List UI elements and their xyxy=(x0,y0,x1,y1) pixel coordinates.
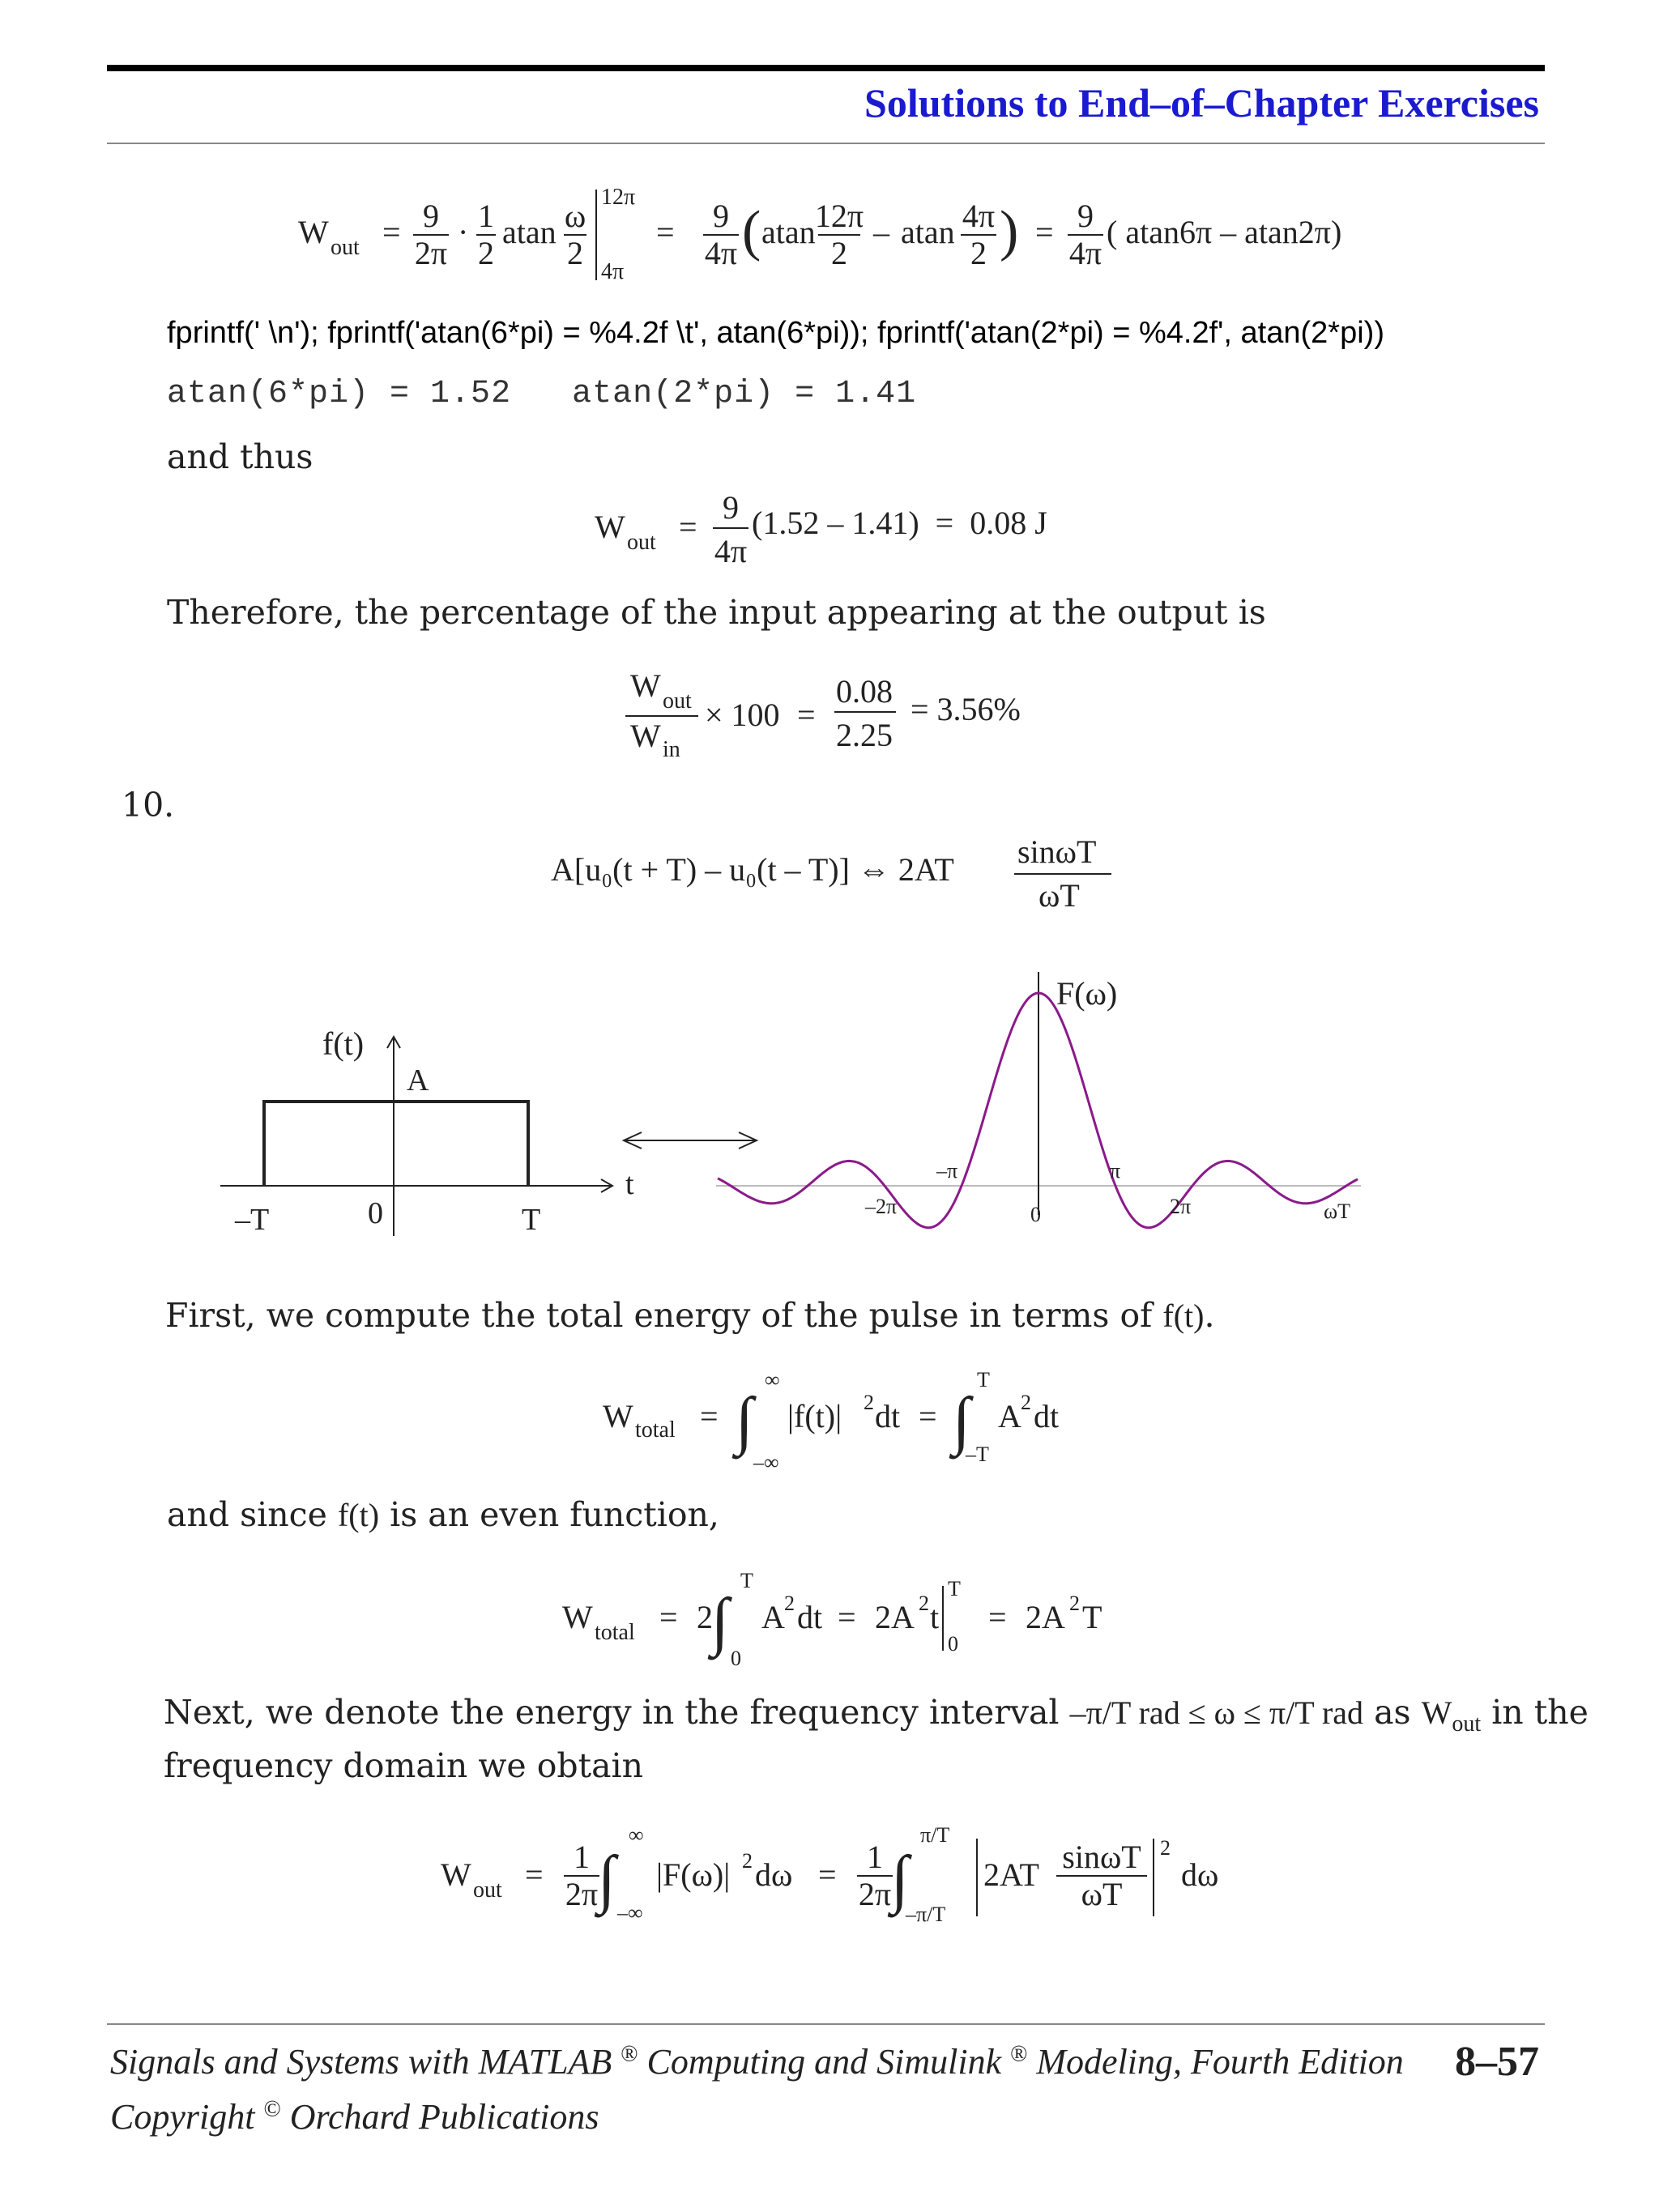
svg-text:dω: dω xyxy=(755,1856,793,1893)
footer-rule xyxy=(107,2023,1545,2025)
svg-text:=: = xyxy=(1035,214,1054,250)
text-next-b2: in the xyxy=(1491,1693,1589,1732)
svg-text:2A: 2A xyxy=(1026,1599,1065,1635)
transform-sinc-num: sinωT xyxy=(1017,833,1097,870)
spectrum-tick-2pi: 2π xyxy=(1170,1195,1192,1218)
text-first xyxy=(165,1296,1215,1335)
svg-text:2: 2 xyxy=(1021,1391,1031,1414)
svg-text:=: = xyxy=(659,1599,678,1635)
svg-text:∞: ∞ xyxy=(765,1368,780,1392)
svg-text:atan: atan xyxy=(502,214,557,250)
svg-text:T: T xyxy=(948,1577,961,1600)
svg-text:2: 2 xyxy=(970,235,987,271)
svg-text:=: = xyxy=(838,1599,856,1635)
svg-text:=: = xyxy=(797,697,816,733)
pulse-plot xyxy=(220,1025,634,1237)
svg-text:2: 2 xyxy=(1069,1592,1080,1615)
spectrum-tick-pi: π xyxy=(1110,1159,1121,1183)
text-next-interval: –π/T rad ≤ ω ≤ π/T rad xyxy=(1069,1694,1364,1731)
footer-copyright xyxy=(110,2096,599,2137)
svg-text:|F(ω)|: |F(ω)| xyxy=(656,1856,731,1893)
transform-sinc-den: ωT xyxy=(1038,877,1080,914)
text-first-ft: f(t) xyxy=(1162,1298,1205,1334)
svg-text:4π: 4π xyxy=(962,198,996,234)
text-next-line1 xyxy=(164,1693,1589,1737)
text-since-b: is an even function, xyxy=(390,1495,719,1534)
svg-text:dt: dt xyxy=(1034,1398,1060,1434)
page-number: 8–57 xyxy=(1455,2039,1539,2085)
svg-text:T: T xyxy=(740,1569,753,1592)
text-next-a: Next, we denote the energy in the frequency interval xyxy=(164,1693,1060,1732)
svg-text:0: 0 xyxy=(731,1647,741,1670)
footer-copy-sym: © xyxy=(263,2096,281,2122)
percent-numerator: 0.08 xyxy=(836,673,893,710)
percent-result: = 3.56% xyxy=(911,691,1021,727)
page-header-title: Solutions to End–of–Chapter Exercises xyxy=(864,80,1539,126)
svg-text:2: 2 xyxy=(567,235,583,271)
svg-text:out: out xyxy=(663,688,692,714)
pulse-label-t: t xyxy=(625,1167,634,1201)
svg-text:( atan6π – atan2π): ( atan6π – atan2π) xyxy=(1107,214,1342,250)
pulse-label-zero: 0 xyxy=(368,1196,383,1230)
svg-text:2π: 2π xyxy=(565,1876,599,1912)
svg-text:9: 9 xyxy=(423,198,439,234)
spectrum-tick-negpi: –π xyxy=(936,1159,958,1183)
svg-text:out: out xyxy=(627,530,656,555)
svg-text:dt: dt xyxy=(875,1398,901,1434)
svg-text:9: 9 xyxy=(1077,198,1094,234)
svg-text:): ) xyxy=(1000,200,1019,262)
svg-text:2: 2 xyxy=(478,235,494,271)
problem-number: 10. xyxy=(122,786,175,825)
text-next-b: as xyxy=(1374,1693,1411,1732)
text-and-thus: and thus xyxy=(167,437,313,476)
percent-denominator: 2.25 xyxy=(836,717,893,753)
svg-text:2: 2 xyxy=(1160,1836,1171,1860)
svg-text:dω: dω xyxy=(1181,1856,1219,1893)
svg-text:ωT: ωT xyxy=(1081,1876,1123,1912)
spectrum-tick-zero: 0 xyxy=(1030,1203,1041,1226)
svg-text:2: 2 xyxy=(784,1592,795,1615)
svg-text:W: W xyxy=(441,1856,471,1893)
equation-wout-frequency xyxy=(437,1814,1264,1936)
svg-text:A: A xyxy=(761,1599,785,1635)
svg-text:–π/T: –π/T xyxy=(906,1903,946,1926)
equation-wout-atan xyxy=(292,180,1426,293)
svg-text:4π: 4π xyxy=(704,235,738,271)
svg-text:1: 1 xyxy=(574,1839,590,1875)
svg-text:2: 2 xyxy=(864,1391,874,1414)
footer-book-c: Modeling, Fourth Edition xyxy=(1036,2042,1404,2082)
svg-text:W: W xyxy=(562,1599,593,1635)
svg-text:1: 1 xyxy=(867,1839,883,1875)
figure-pulse-spectrum xyxy=(0,948,1659,1255)
wout-value-text: (1.52 – 1.41) = 0.08 J xyxy=(752,505,1047,541)
pulse-label-ft: f(t) xyxy=(322,1025,365,1062)
svg-text:2π: 2π xyxy=(858,1876,892,1912)
svg-text:2: 2 xyxy=(831,235,847,271)
svg-text:9: 9 xyxy=(723,489,739,526)
text-since-ft: f(t) xyxy=(337,1497,380,1533)
svg-text:∫: ∫ xyxy=(736,1385,753,1456)
svg-text:atan: atan xyxy=(901,214,955,250)
svg-text:–∞: –∞ xyxy=(753,1451,779,1474)
svg-text:T: T xyxy=(1082,1599,1102,1635)
svg-text:ω: ω xyxy=(564,198,586,234)
svg-text:=: = xyxy=(988,1599,1007,1635)
text-next-wout: $W_{out}$ xyxy=(1421,1694,1482,1737)
svg-text:=: = xyxy=(700,1398,719,1434)
svg-text:–: – xyxy=(873,214,889,250)
svg-text:=: = xyxy=(818,1856,837,1893)
svg-text:∫: ∫ xyxy=(953,1385,970,1456)
svg-text:dt: dt xyxy=(797,1599,823,1635)
equation-wtotal-even xyxy=(559,1563,1142,1677)
svg-text:2π: 2π xyxy=(414,235,448,271)
footer-book-title xyxy=(110,2041,1404,2082)
text-therefore: Therefore, the percentage of the input appearing at the output is xyxy=(167,593,1266,632)
svg-text:=: = xyxy=(525,1856,544,1893)
pulse-label-A: A xyxy=(407,1063,429,1097)
svg-text:total: total xyxy=(595,1620,635,1645)
svg-text:·: · xyxy=(458,214,469,250)
svg-text:=: = xyxy=(919,1398,937,1434)
svg-text:T: T xyxy=(977,1368,990,1392)
svg-text:out: out xyxy=(331,235,360,260)
text-since-a: and since xyxy=(167,1495,327,1534)
percent-fraction-bar xyxy=(834,711,896,713)
svg-text:4π: 4π xyxy=(601,259,625,284)
pulse-label-negT: –T xyxy=(235,1203,270,1237)
svg-text:A: A xyxy=(998,1398,1021,1434)
svg-text:1: 1 xyxy=(478,198,494,234)
svg-text:in: in xyxy=(663,737,680,762)
svg-text:2AT: 2AT xyxy=(983,1856,1039,1893)
text-next-line2: frequency domain we obtain xyxy=(164,1746,644,1785)
svg-text:0: 0 xyxy=(948,1632,958,1656)
spectrum-axis-label: ωT xyxy=(1324,1200,1350,1223)
equation-wtotal-integral xyxy=(599,1361,1102,1474)
svg-text:–∞: –∞ xyxy=(617,1901,643,1924)
text-first-end: . xyxy=(1204,1296,1215,1335)
svg-text:|f(t)|: |f(t)| xyxy=(787,1398,842,1434)
footer-reg2: ® xyxy=(1010,2041,1028,2067)
text-first-main: First, we compute the total energy of the pulse in terms of xyxy=(165,1296,1153,1335)
header-rule-top xyxy=(107,65,1545,71)
svg-text:W: W xyxy=(630,718,661,754)
spectrum-tick-neg2pi: –2π xyxy=(865,1195,898,1218)
footer-copyright-b: Orchard Publications xyxy=(289,2097,599,2137)
svg-text:4π: 4π xyxy=(714,533,748,569)
matlab-command: fprintf(' \n'); fprintf('atan(6*pi) = %4.2f \t', atan(6*pi)); fprintf('atan(2*pi) = %4.2f', atan(2*pi)) xyxy=(167,316,1384,350)
equation-percent xyxy=(624,658,867,763)
svg-text:t: t xyxy=(930,1599,940,1635)
svg-text:∫: ∫ xyxy=(891,1843,909,1915)
transform-fraction-bar xyxy=(1014,873,1111,875)
svg-text:W: W xyxy=(298,214,329,250)
svg-text:12π: 12π xyxy=(814,198,864,234)
svg-text:2: 2 xyxy=(919,1592,929,1615)
svg-text:sinωT: sinωT xyxy=(1062,1839,1141,1875)
svg-text:W: W xyxy=(595,509,625,545)
text-since xyxy=(167,1495,719,1534)
svg-text:=: = xyxy=(656,214,675,250)
transform-pair: A[u₀(t + T) – u₀(t – T)] ⇔ 2AT xyxy=(551,851,954,888)
svg-text:2: 2 xyxy=(742,1849,753,1873)
pulse-label-T: T xyxy=(522,1203,541,1237)
matlab-output: atan(6*pi) = 1.52 atan(2*pi) = 1.41 xyxy=(167,376,917,412)
svg-text:2A: 2A xyxy=(875,1599,915,1635)
svg-text:=: = xyxy=(679,509,697,545)
svg-text:∫: ∫ xyxy=(711,1586,729,1657)
svg-text:total: total xyxy=(635,1417,676,1443)
header-rule-bottom xyxy=(107,143,1545,144)
svg-text:=: = xyxy=(382,214,401,250)
svg-text:9: 9 xyxy=(713,198,729,234)
svg-text:out: out xyxy=(473,1877,502,1903)
pulse-rectangle xyxy=(264,1102,528,1186)
svg-text:× 100: × 100 xyxy=(705,697,780,733)
svg-text:∫: ∫ xyxy=(598,1843,616,1915)
svg-text:12π: 12π xyxy=(601,185,636,210)
svg-text:W: W xyxy=(630,667,661,704)
spectrum-label-Fw: F(ω) xyxy=(1056,975,1118,1012)
svg-text:(: ( xyxy=(742,200,761,262)
footer-book-b: Computing and Simulink xyxy=(646,2042,1002,2082)
svg-text:W: W xyxy=(603,1398,633,1434)
footer-copyright-a: Copyright xyxy=(110,2097,255,2137)
svg-text:atan: atan xyxy=(761,214,816,250)
svg-text:4π: 4π xyxy=(1068,235,1102,271)
footer-book-a: Signals and Systems with MATLAB xyxy=(110,2042,612,2082)
transform-double-arrow xyxy=(624,1132,757,1149)
svg-text:–T: –T xyxy=(966,1443,989,1466)
svg-text:2: 2 xyxy=(697,1599,713,1635)
svg-text:π/T: π/T xyxy=(920,1823,950,1847)
footer-reg1: ® xyxy=(621,2041,638,2067)
svg-text:∞: ∞ xyxy=(629,1823,644,1847)
spectrum-plot xyxy=(716,972,1361,1228)
